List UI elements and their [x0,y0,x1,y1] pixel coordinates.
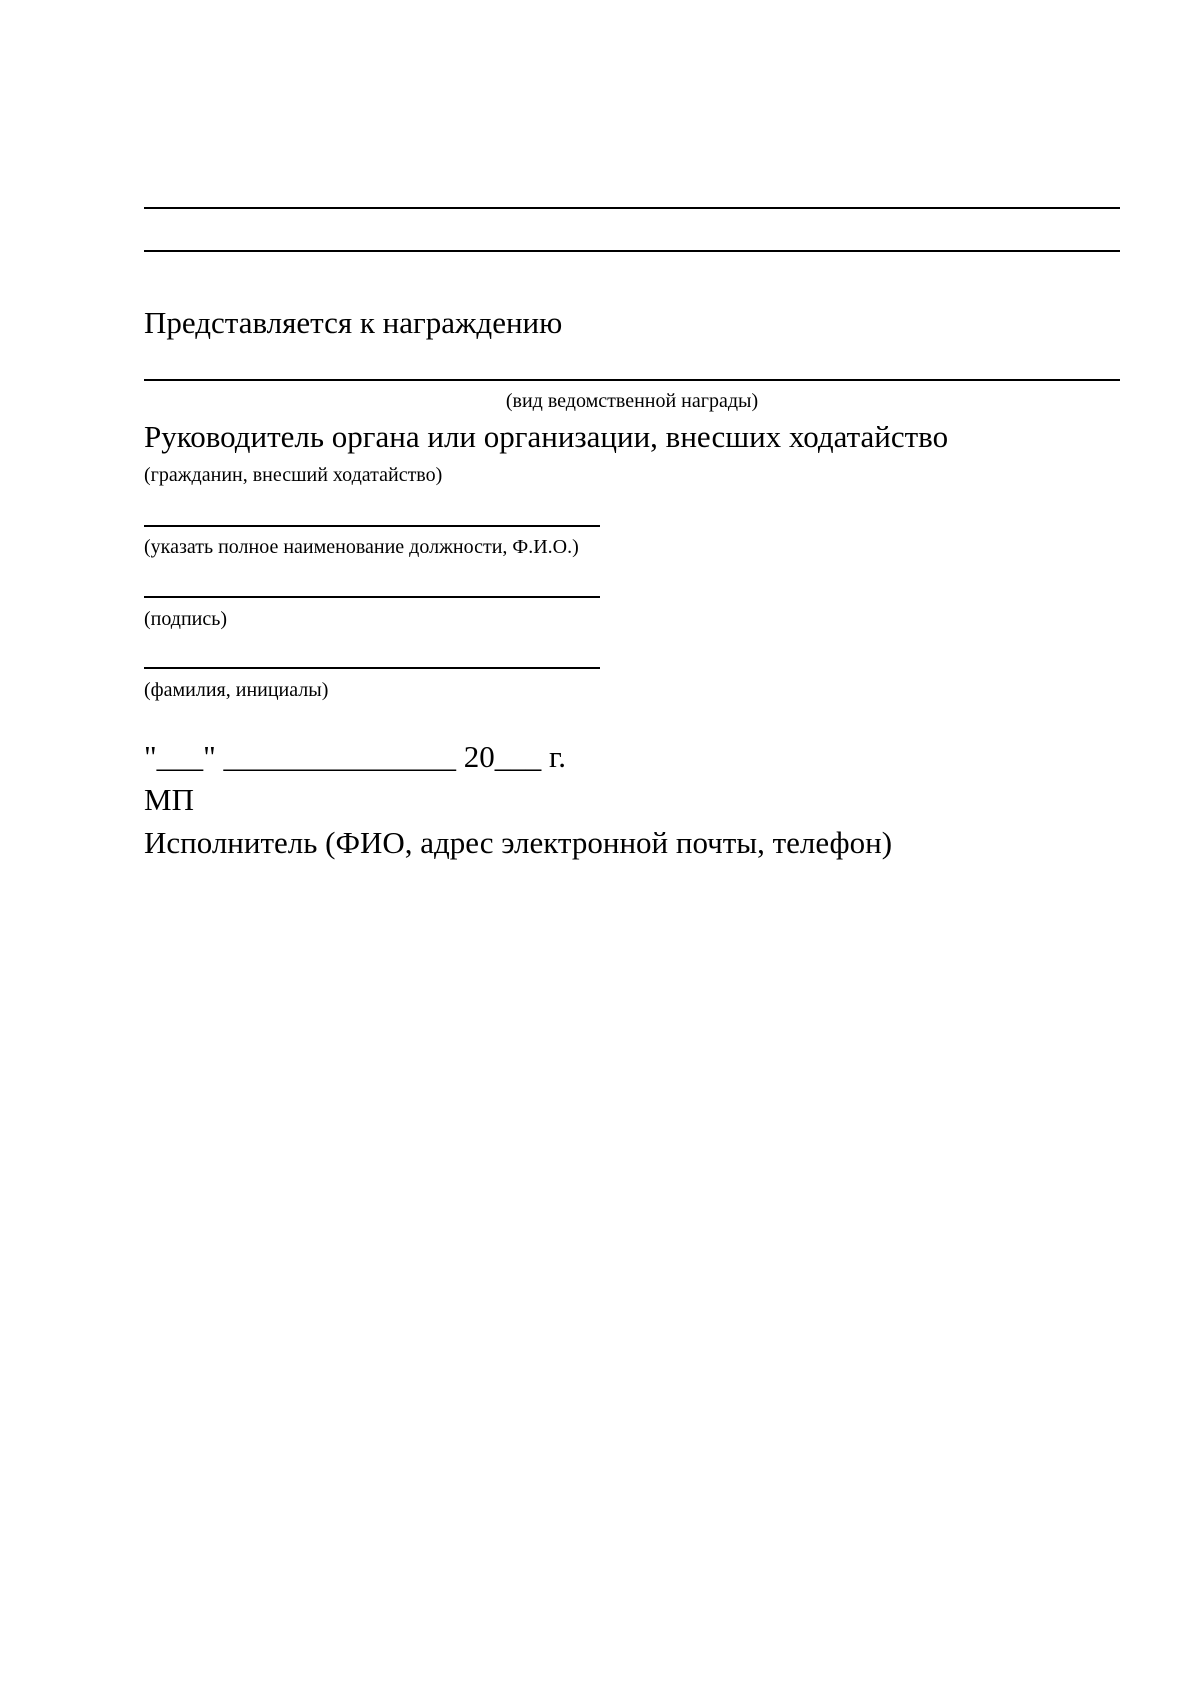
name-line [144,667,600,669]
blank-line-1 [144,207,1120,209]
citizen-caption: (гражданин, внесший ходатайство) [144,464,443,486]
signature-caption: (подпись) [144,608,228,630]
position-line [144,525,600,527]
name-caption: (фамилия, инициалы) [144,679,329,701]
signature-line [144,596,600,598]
position-caption: (указать полное наименование должности, Ф.И.О.) [144,536,579,558]
date-line: "___" _______________ 20___ г. [144,739,567,774]
award-type-line [144,379,1120,381]
nominated-label: Представляется к награждению [144,305,563,340]
executor-label: Исполнитель (ФИО, адрес электронной почты, телефон) [144,825,893,860]
head-title: Руководитель органа или организации, внесших ходатайство [144,419,949,454]
award-type-caption: (вид ведомственной награды) [505,390,759,412]
stamp-label: МП [144,782,194,817]
blank-line-2 [144,250,1120,252]
